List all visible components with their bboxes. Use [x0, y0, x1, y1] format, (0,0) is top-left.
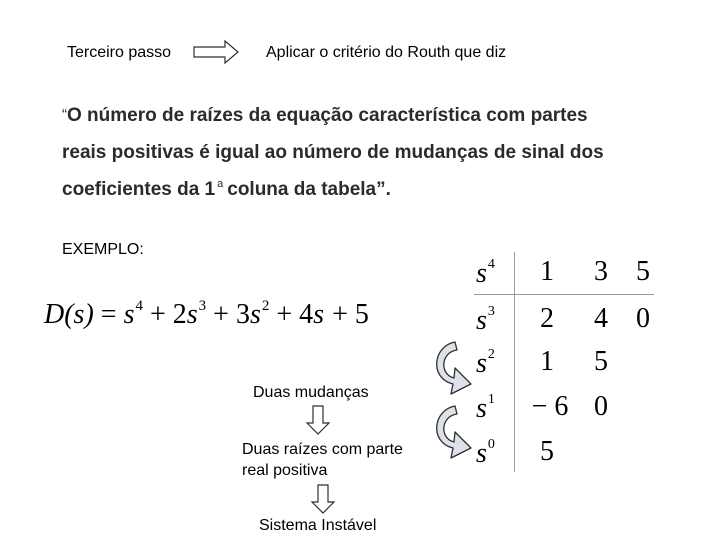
routh-row-label: $s^1$: [476, 392, 495, 424]
equation-operator: +: [332, 299, 348, 330]
curved-arrow-icon: [425, 338, 475, 400]
routh-cell: 4: [594, 303, 608, 334]
equation-term: $2s^3$: [172, 298, 207, 330]
equation-lhs: D(s): [44, 299, 94, 330]
right-arrow-icon: [193, 40, 239, 64]
criterion-text-3b: coluna da tabela”.: [227, 179, 391, 200]
curved-arrow-icon: [425, 402, 475, 464]
routh-cell: 0: [594, 391, 608, 422]
routh-row-label: $s^3$: [476, 304, 495, 336]
quote-open-mark: “: [62, 106, 67, 123]
equation-term: 4s: [299, 299, 325, 330]
table-horizontal-line: [474, 294, 654, 295]
routh-row-label: $s^2$: [476, 347, 495, 379]
routh-cell: 1: [540, 346, 554, 377]
ordinal-superscript: a: [217, 178, 224, 190]
table-vertical-line: [514, 252, 515, 472]
step-description: Aplicar o critério do Routh que diz: [266, 44, 507, 61]
routh-cell: 5: [540, 436, 554, 467]
routh-cell: 2: [540, 303, 554, 334]
criterion-text-1: O número de raízes da equação característica com partes: [67, 105, 588, 126]
routh-row-label: $s^4$: [476, 257, 495, 289]
routh-cell: 1: [540, 256, 554, 287]
criterion-line-3: [62, 179, 391, 199]
criterion-line-1: [62, 106, 588, 125]
routh-cell: 0: [636, 303, 650, 334]
equation-equals: =: [100, 299, 117, 330]
equation-operator: +: [276, 299, 293, 330]
characteristic-equation: [44, 298, 370, 331]
criterion-text-3a: coeficientes da 1: [62, 179, 216, 200]
equation-term: $3s^2$: [235, 298, 270, 330]
criterion-line-2: reais positivas é igual ao número de mudanças de sinal dos: [62, 142, 604, 163]
routh-cell: − 6: [531, 391, 569, 422]
equation-term: 5: [354, 299, 369, 330]
roots-label-line-1: Duas raízes com parte: [242, 441, 403, 458]
down-arrow-icon: [310, 484, 336, 514]
equation-operator: +: [149, 299, 166, 330]
conclusion-label: Sistema Instável: [259, 517, 377, 534]
sign-changes-label: Duas mudanças: [253, 384, 369, 401]
equation-term: $s^4$: [123, 298, 143, 330]
routh-cell: 3: [594, 256, 608, 287]
roots-label-line-2: real positiva: [242, 462, 328, 479]
down-arrow-icon: [305, 405, 331, 435]
step-label: Terceiro passo: [67, 44, 172, 61]
routh-row-label: $s^0$: [476, 437, 495, 469]
example-label: EXEMPLO:: [62, 241, 144, 258]
routh-cell: 5: [594, 346, 608, 377]
routh-cell: 5: [636, 256, 650, 287]
equation-operator: +: [213, 299, 229, 330]
